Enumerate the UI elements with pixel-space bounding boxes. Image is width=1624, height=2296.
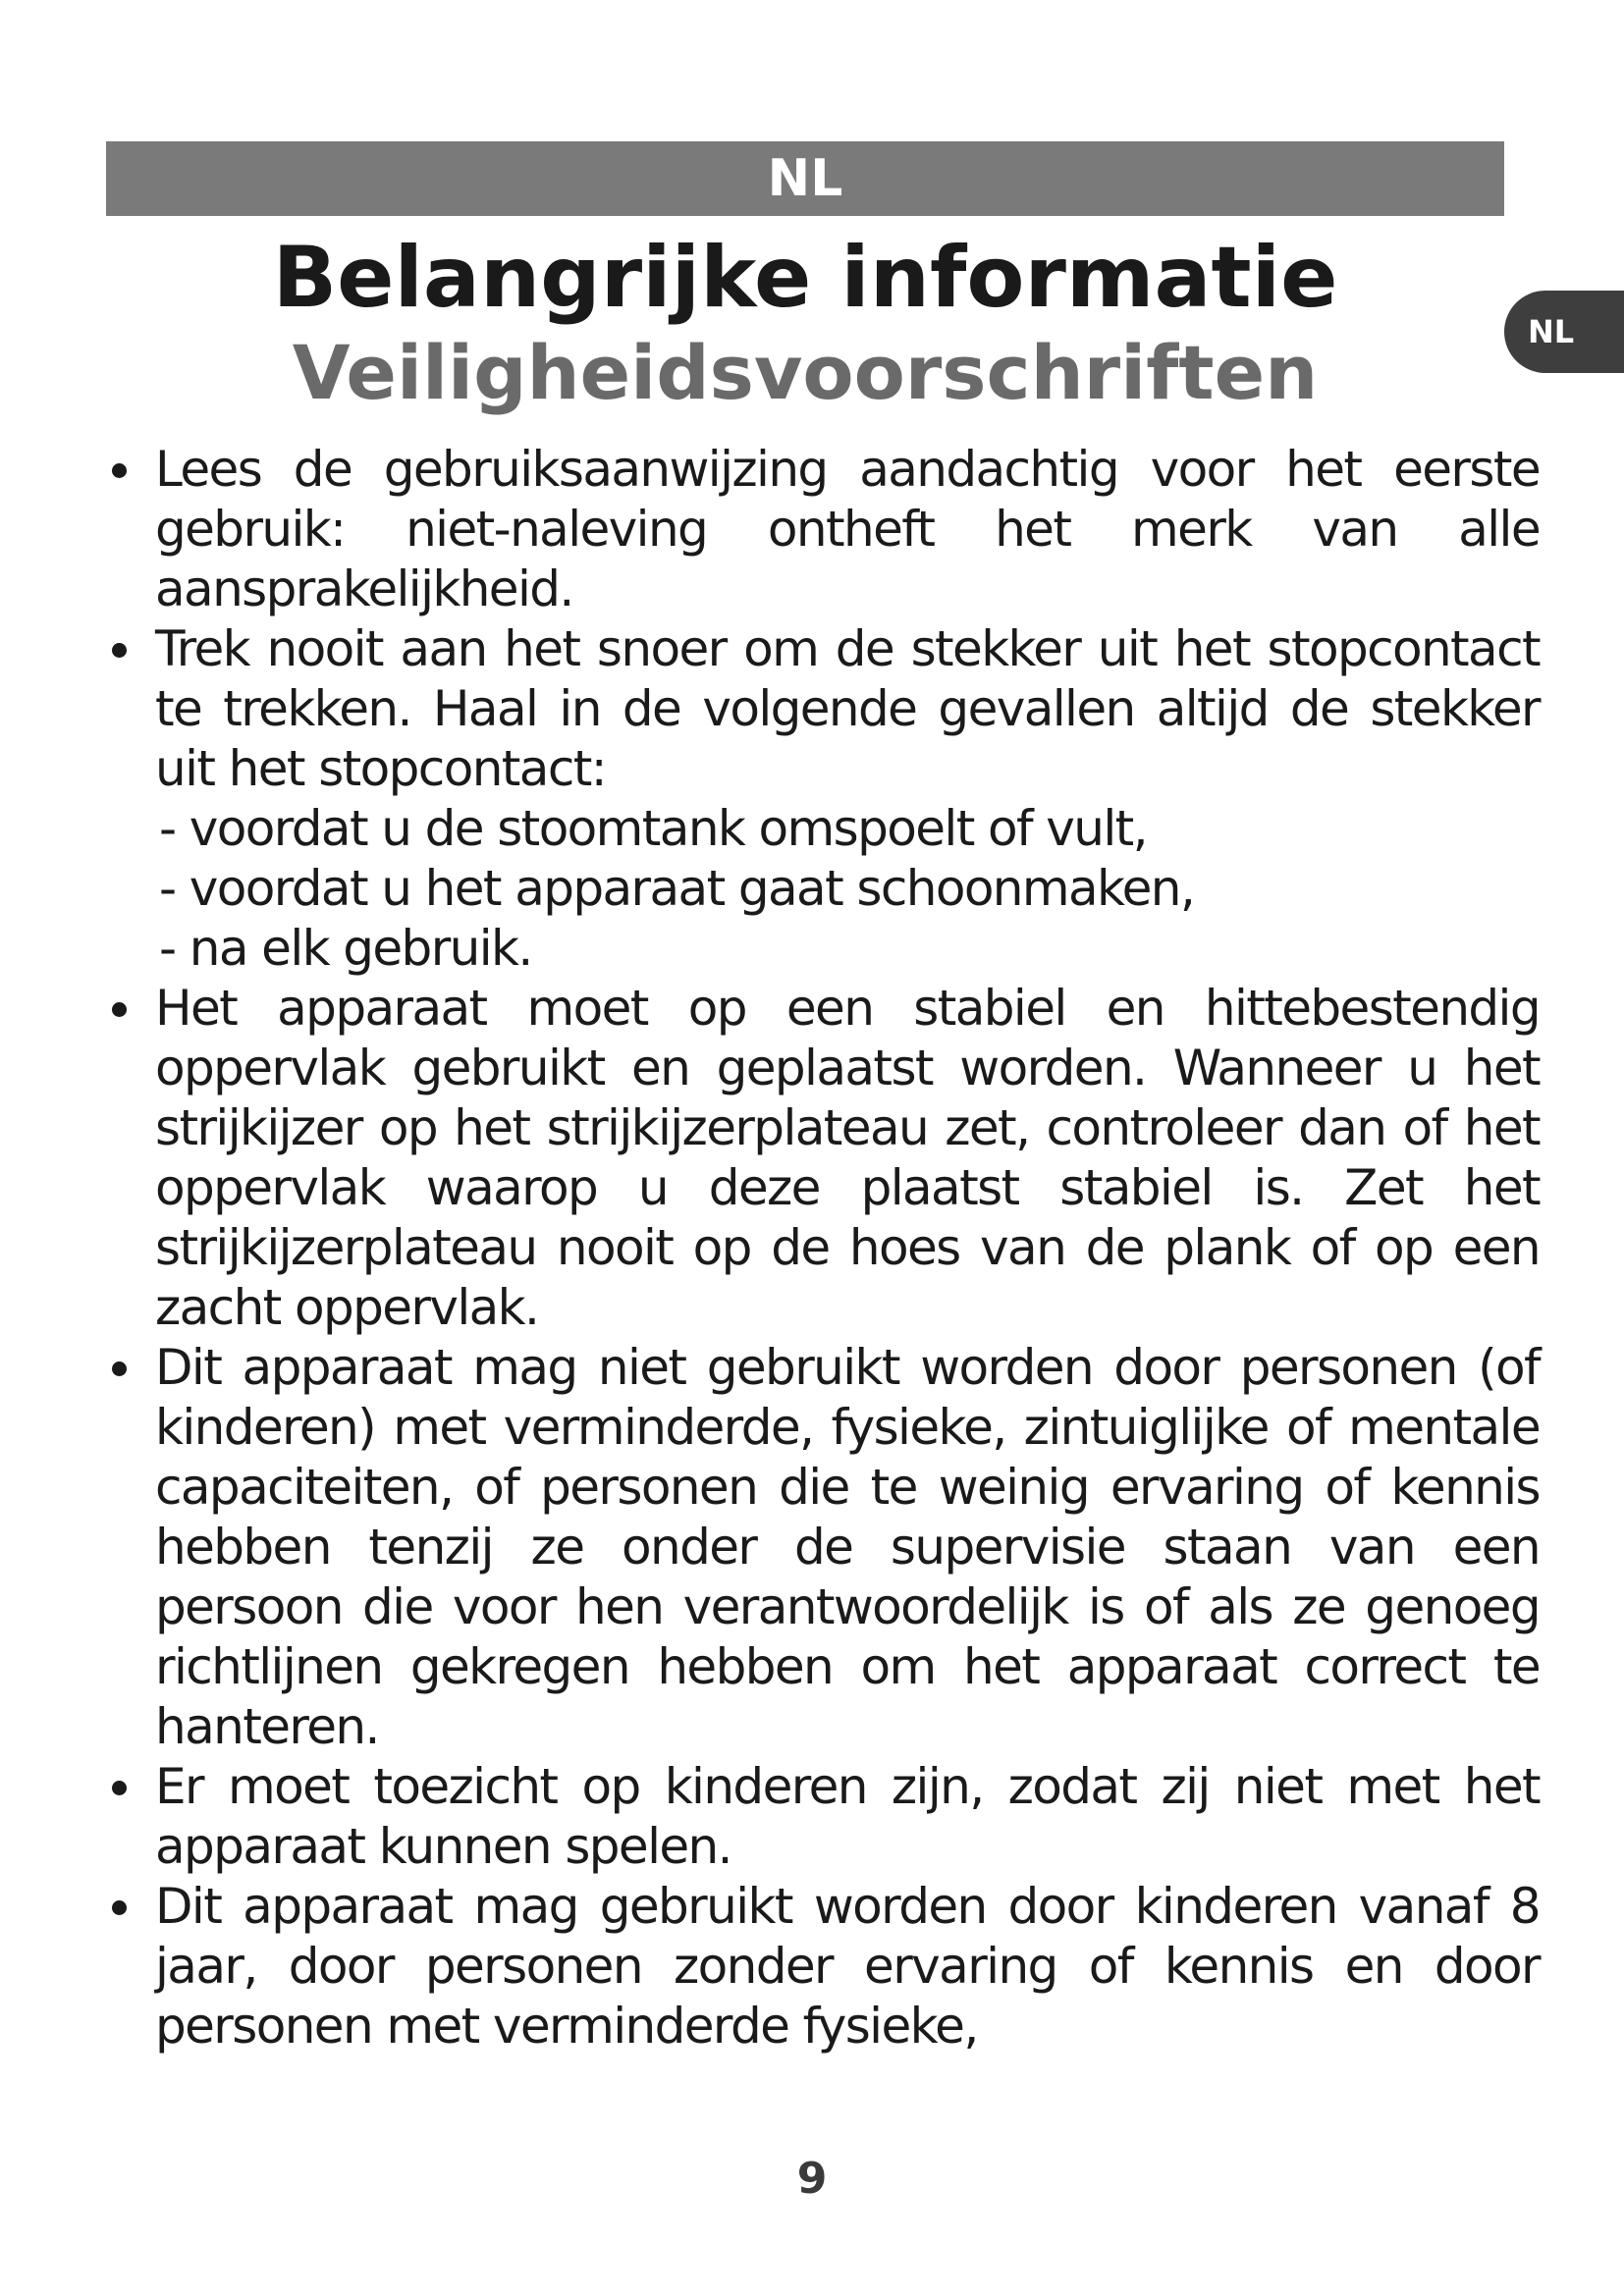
list-item [106, 1338, 1540, 1757]
page-title: Belangrijke informatie [272, 229, 1338, 327]
page-subtitle: Veiligheidsvoorschriften [292, 329, 1319, 416]
language-header-bar: NL [106, 141, 1504, 216]
sub-item: - voordat u de stoomtank omspoelt of vult, [159, 800, 1147, 857]
bullet-icon [112, 1362, 127, 1376]
sub-item: - voordat u het apparaat gaat schoonmaken, [159, 860, 1195, 917]
bullet-icon [112, 1900, 127, 1915]
list-item [106, 979, 1540, 1338]
safety-instructions [106, 440, 1540, 2056]
list-item-text: Lees de gebruiksaanwijzing aandachtig voor het eerste gebruik: niet-naleving ontheft het merk van alle aansprakelijkheid. [155, 441, 1540, 617]
list-item-text: Dit apparaat mag gebruikt worden door kinderen vanaf 8 jaar, door personen zonder ervaring of kennis en door personen met verminderde fysieke, [155, 1878, 1540, 2055]
list-item-text: Er moet toezicht op kinderen zijn, zodat zij niet met het apparaat kunnen spelen. [155, 1758, 1540, 1875]
bullet-icon [112, 1781, 127, 1795]
bullet-icon [112, 463, 127, 478]
list-item-text: Trek nooit aan het snoer om de stekker uit het stopcontact te trekken. Haal in de volgende gevallen altijd de stekker uit het stopcontact: [155, 620, 1540, 797]
bullet-icon [112, 1002, 127, 1017]
bullet-icon [112, 643, 127, 658]
list-item [106, 440, 1540, 619]
list-item-text: Dit apparaat mag niet gebruikt worden door personen (of kinderen) met verminderde, fysieke, zintuiglijke of mentale capaciteiten, of personen die te weinig ervaring of kennis hebben tenzij ze onder de supervisie staan van een persoon die voor hen verantwoordelijk is of als ze genoeg richtlijnen gekregen hebben om het apparaat correct te hanteren. [155, 1339, 1540, 1755]
page-number: 9 [796, 2154, 828, 2204]
list-item [106, 1877, 1540, 2056]
list-item-text: Het apparaat moet op een stabiel en hittebestendig oppervlak gebruikt en geplaatst worden. Wanneer u het strijkijzer op het strijkijzerplateau zet, controleer dan of het oppervlak waarop u deze plaatst stabiel is. Zet het strijkijzerplateau nooit op de hoes van de plank of op een zacht oppervlak. [155, 980, 1540, 1336]
language-side-tab: NL [1504, 291, 1624, 373]
sub-item: - na elk gebruik. [159, 920, 532, 977]
instruction-list [106, 440, 1540, 2056]
list-item [106, 1757, 1540, 1877]
list-item [106, 619, 1540, 979]
